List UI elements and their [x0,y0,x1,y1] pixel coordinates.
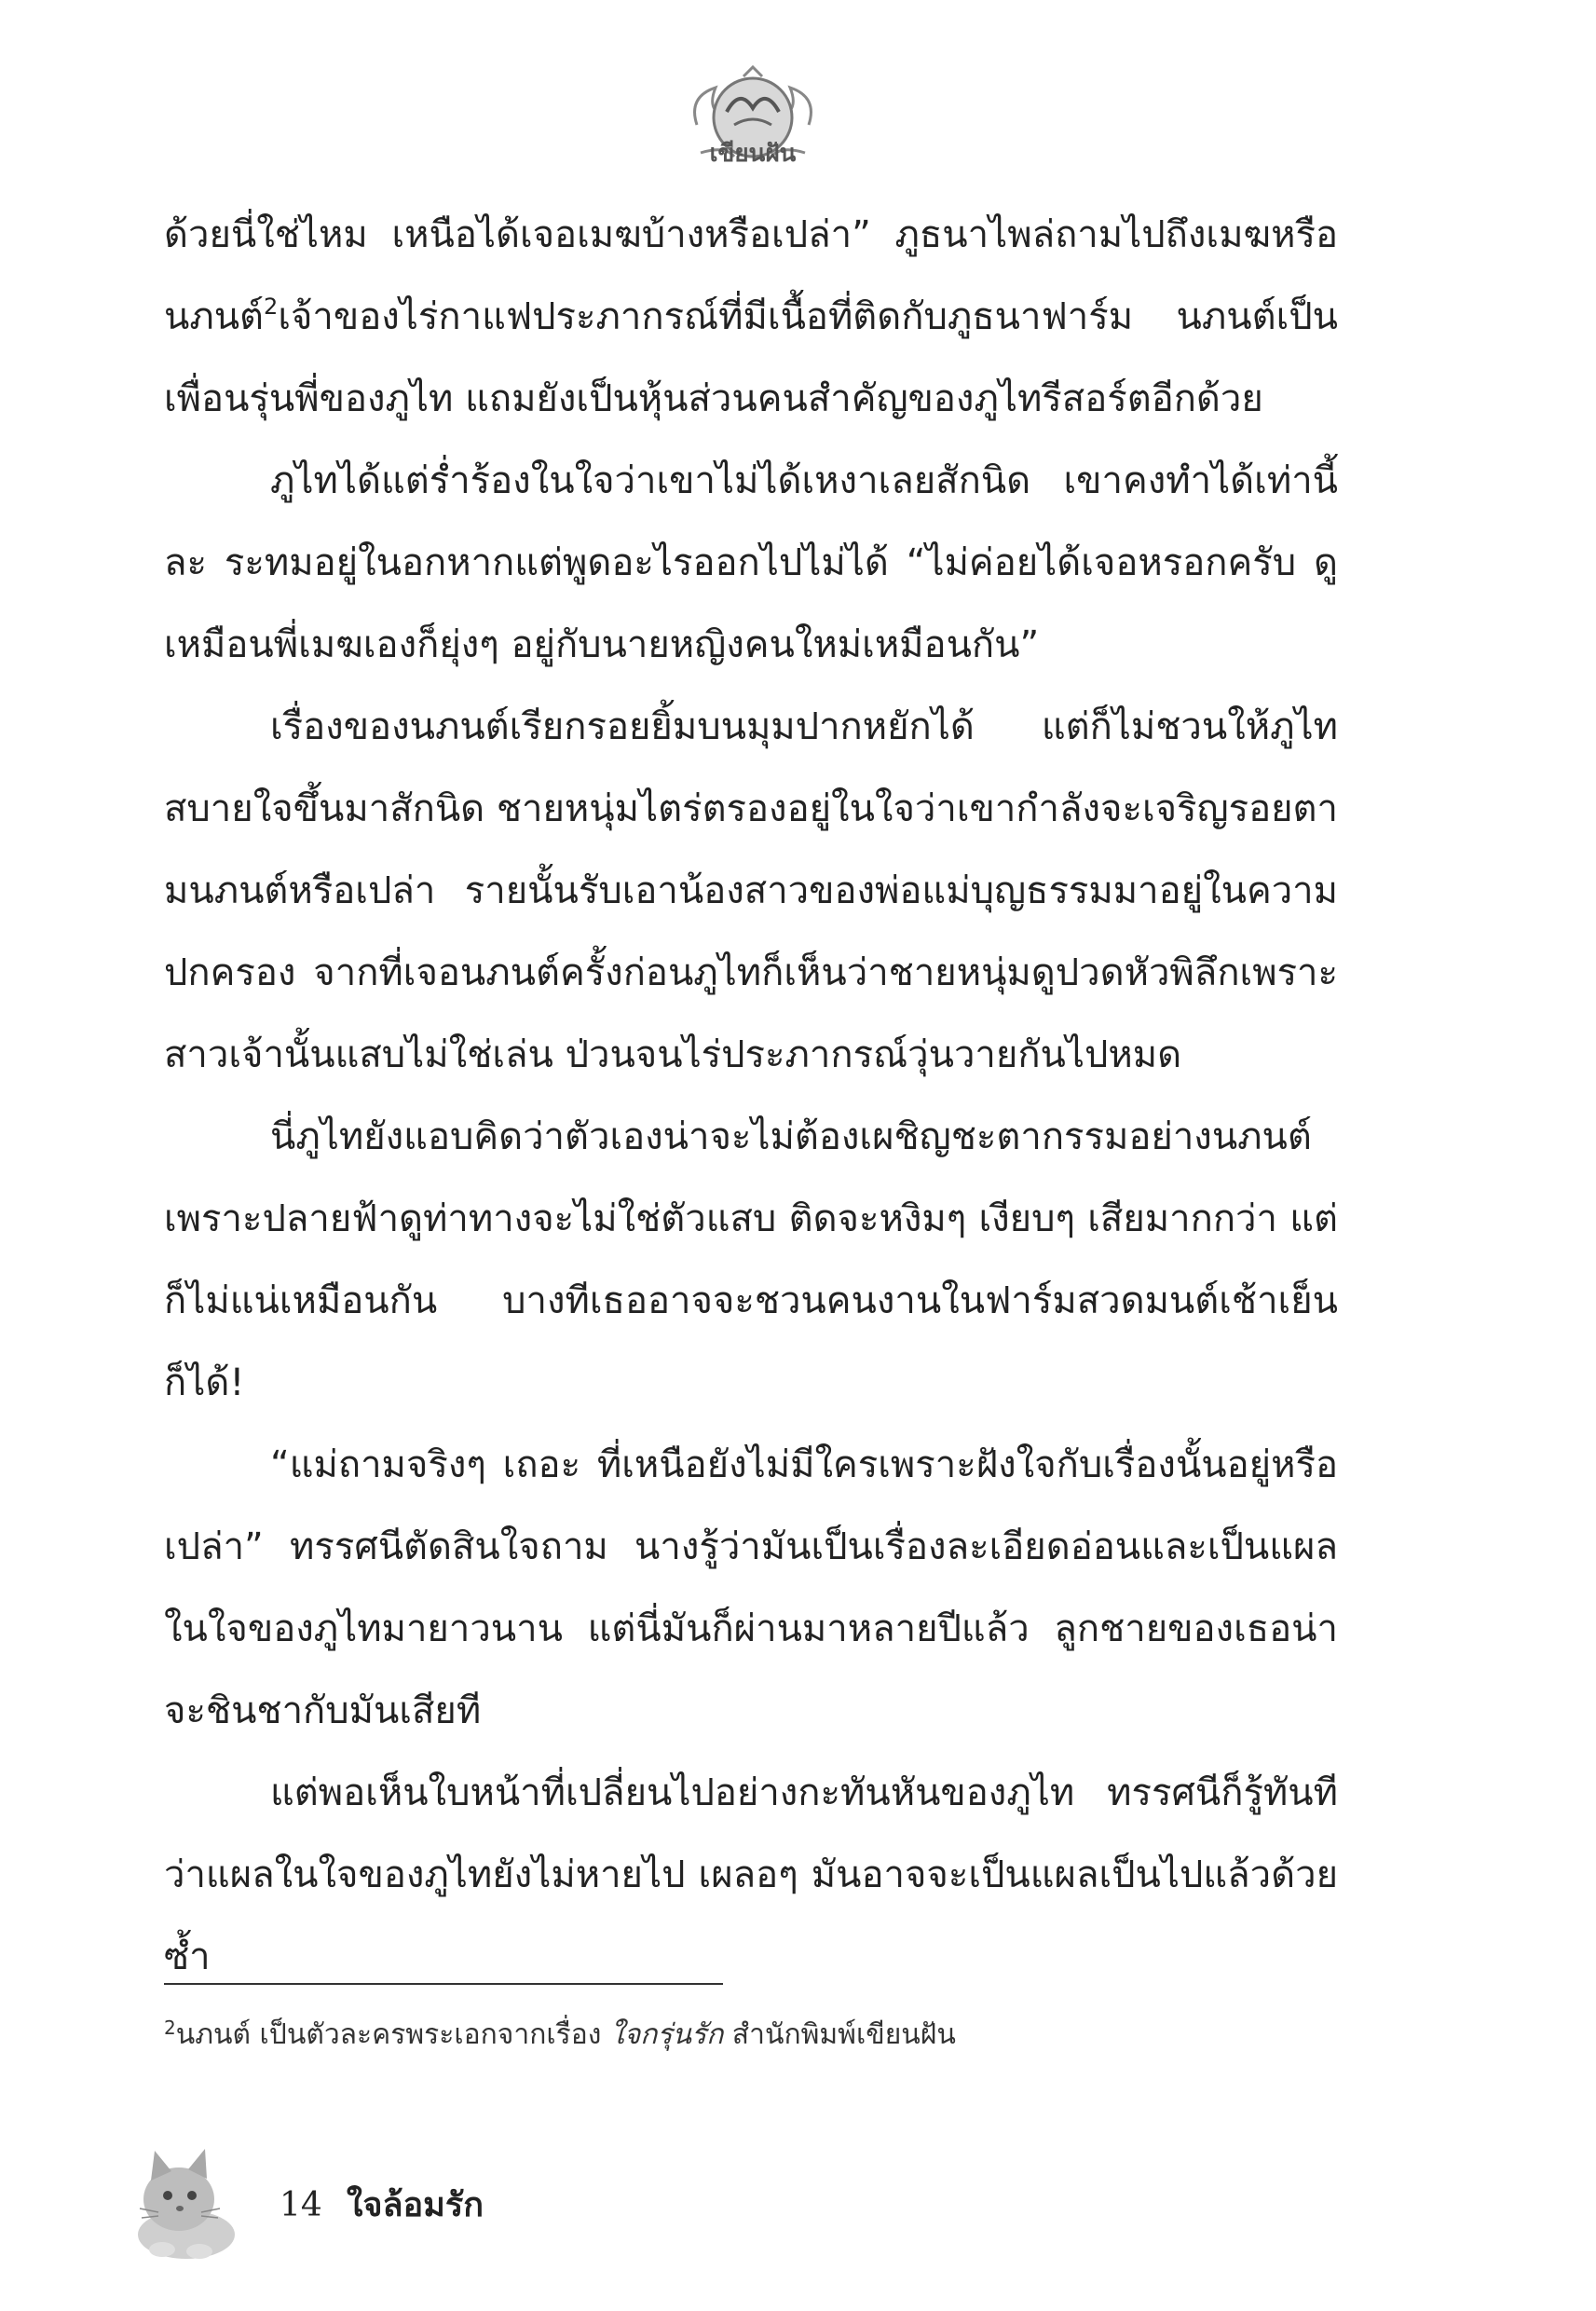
body-text [164,194,1338,1998]
paragraph-6: แต่พอเห็นใบหน้าที่เปลี่ยนไปอย่างกะทันหันของภูไท ทรรศนีก็รู้ทันทีว่าแผลในใจของภูไทยังไม่หายไป เผลอๆ มันอาจจะเป็นแผลเป็นไปแล้วด้วยซ้ำ [164,1771,1338,1978]
publisher-emblem [678,60,827,181]
emblem-text: เขียนฝัน [709,140,797,168]
folio [280,2182,484,2229]
running-book-title: ใจล้อมรัก [346,2186,484,2224]
footnote-text: นภนต์ เป็นตัวละครพระเอกจากเรื่อง [175,2018,610,2051]
paragraph-text: เจ้าของไร่กาแฟประภากรณ์ที่มีเนื้อที่ติดกับภูธนาฟาร์ม นภนต์เป็นเพื่อนรุ่นพี่ของภูไท แถมยังเป็นหุ้นส่วนคนสำคัญของภูไทรีสอร์ตอีกด้วย [164,295,1338,420]
kitten-illustration [121,2134,242,2264]
paragraph-text: ด้วยนี่ใช่ไหม เหนือได้เจอเมฆบ้างหรือเปล่า” ภูธนาไพล่ถามไปถึงเมฆหรือนภนต์ [164,213,1338,338]
footnote-reference[interactable]: 2 [264,294,279,320]
paragraph-2: ภูไทได้แต่ร่ำร้องในใจว่าเขาไม่ได้เหงาเลยสักนิด เขาคงทำได้เท่านี้ละ ระทมอยู่ในอกหากแต่พูดอะไรออกไปไม่ได้ “ไม่ค่อยได้เจอหรอกครับ ดูเหมือนพี่เมฆเองก็ยุ่งๆ อยู่กับนายหญิงคนใหม่เหมือนกัน” [164,459,1338,666]
footnote-publisher: สำนักพิมพ์เขียนฝัน [723,2018,956,2051]
paragraph-5: “แม่ถามจริงๆ เถอะ ที่เหนือยังไม่มีใครเพราะฝังใจกับเรื่องนั้นอยู่หรือเปล่า” ทรรศนีตัดสินใจถาม นางรู้ว่ามันเป็นเรื่องละเอียดอ่อนและเป็นแผลในใจของภูไทมายาวนาน แต่นี่มันก็ผ่านมาหลายปีแล้ว ลูกชายของเธอน่าจะชินชากับมันเสียที [164,1443,1338,1732]
paragraph-3: เรื่องของนภนต์เรียกรอยยิ้มบนมุมปากหยักได้ แต่ก็ไม่ชวนให้ภูไทสบายใจขึ้นมาสักนิด ชายหนุ่มไตร่ตรองอยู่ในใจว่าเขากำลังจะเจริญรอยตามนภนต์หรือเปล่า รายนั้นรับเอาน้องสาวของพ่อแม่บุญธรรมมาอยู่ในความปกครอง จากที่เจอนภนต์ครั้งก่อนภูไทก็เห็นว่าชายหนุ่มดูปวดหัวพิลึกเพราะสาวเจ้านั้นแสบไม่ใช่เล่น ป่วนจนไร่ประภากรณ์วุ่นวายกันไปหมด [164,705,1338,1076]
paragraph-1 [164,194,1338,440]
footnote-book-title: ใจกรุ่นรัก [609,2018,724,2051]
footnote-mark: 2 [164,2017,176,2039]
footnote-divider [164,1983,723,1985]
page-number: 14 [280,2186,322,2224]
kitten-icon [121,2134,242,2264]
footnote [164,2000,1338,2063]
paragraph-4: นี่ภูไทยังแอบคิดว่าตัวเองน่าจะไม่ต้องเผชิญชะตากรรมอย่างนภนต์ เพราะปลายฟ้าดูท่าทางจะไม่ใช่ตัวแสบ ติดจะหงิมๆ เงียบๆ เสียมากกว่า แต่ก็ไม่แน่เหมือนกัน บางทีเธออาจจะชวนคนงานในฟาร์มสวดมนต์เช้าเย็นก็ได้! [164,1115,1338,1404]
